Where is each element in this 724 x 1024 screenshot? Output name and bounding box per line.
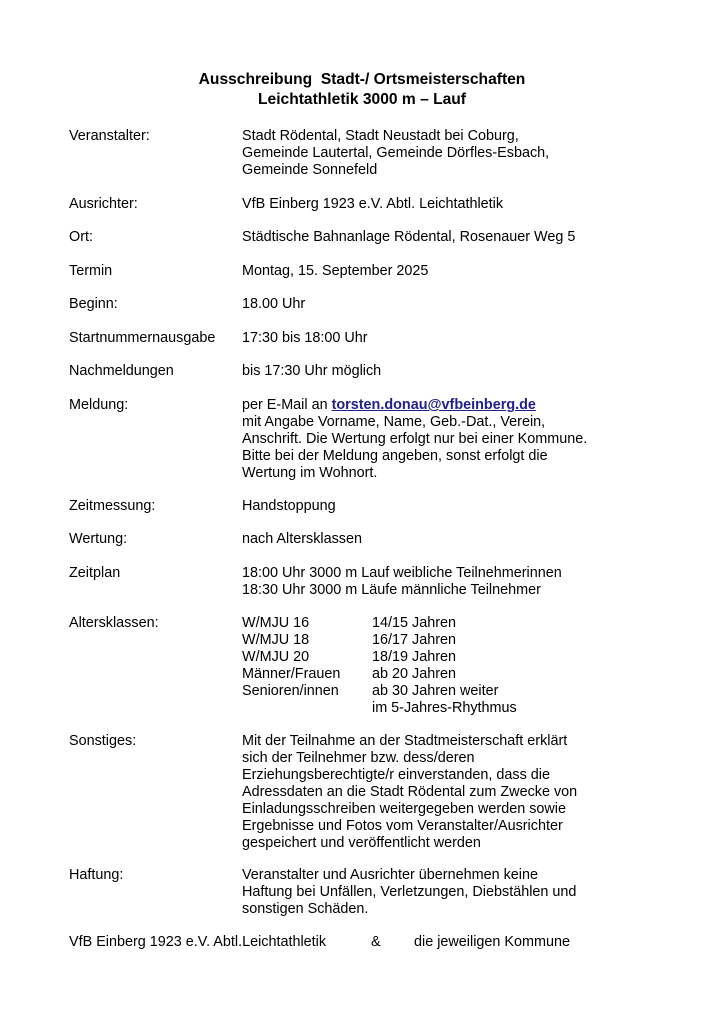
value-ort: Städtische Bahnanlage Rödental, Rosenauer Weg 5 [242, 229, 576, 245]
altersklasse-class: W/MJU 16 [242, 615, 310, 631]
value-startnummernausgabe: 17:30 bis 18:00 Uhr [242, 330, 368, 346]
label-beginn: Beginn: [69, 296, 118, 312]
document-title [0, 70, 724, 110]
email-link[interactable]: torsten.donau@vfbeinberg.de [331, 397, 536, 413]
sonstiges-line: sich der Teilnehmer bzw. dess/deren [242, 750, 475, 766]
label-nachmeldungen: Nachmeldungen [69, 363, 174, 379]
altersklasse-row [242, 700, 712, 717]
meldung-line: Bitte bei der Meldung angeben, sonst erfolgt die [242, 448, 548, 464]
sonstiges-line: Adressdaten an die Stadt Rödental zum Zwecke von [242, 784, 578, 800]
label-termin: Termin [69, 263, 113, 279]
label-ort: Ort: [69, 229, 93, 245]
zeitplan-line: 18:30 Uhr 3000 m Läufe männliche Teilnehmer [242, 582, 541, 598]
altersklasse-row [242, 666, 712, 683]
label-altersklassen: Altersklassen: [69, 615, 159, 631]
altersklasse-row [242, 615, 712, 632]
value-haftung [242, 867, 712, 918]
zeitplan-line: 18:00 Uhr 3000 m Lauf weibliche Teilnehmerinnen [242, 565, 562, 581]
altersklasse-class: W/MJU 20 [242, 649, 310, 665]
footer-ampersand: & [371, 934, 381, 950]
footer-organizer: VfB Einberg 1923 e.V. Abtl.Leichtathletik [69, 934, 327, 950]
sonstiges-line: Mit der Teilnahme an der Stadtmeisterschaft erklärt [242, 733, 568, 749]
value-zeitplan [242, 565, 712, 599]
altersklasse-row [242, 649, 712, 666]
altersklasse-class: Männer/Frauen [242, 666, 341, 682]
haftung-line: Veranstalter und Ausrichter übernehmen keine [242, 867, 538, 883]
altersklasse-class: W/MJU 18 [242, 632, 310, 648]
meldung-line: Anschrift. Die Wertung erfolgt nur bei einer Kommune. [242, 431, 588, 447]
label-zeitmessung: Zeitmessung: [69, 498, 156, 514]
meldung-email-line [242, 397, 712, 414]
value-beginn: 18.00 Uhr [242, 296, 306, 312]
altersklasse-age: 16/17 Jahren [372, 632, 457, 648]
title-line-2: Leichtathletik 3000 m – Lauf [258, 91, 466, 108]
altersklasse-class: Senioren/innen [242, 683, 339, 699]
meldung-line: Wertung im Wohnort. [242, 465, 378, 481]
label-zeitplan: Zeitplan [69, 565, 121, 581]
value-termin: Montag, 15. September 2025 [242, 263, 429, 279]
value-nachmeldungen: bis 17:30 Uhr möglich [242, 363, 382, 379]
haftung-line: sonstigen Schäden. [242, 901, 369, 917]
sonstiges-line: Einladungsschreiben weitergegeben werden sowie [242, 801, 567, 817]
veranstalter-line: Gemeinde Sonnefeld [242, 162, 378, 178]
label-startnummernausgabe: Startnummernausgabe [69, 330, 216, 346]
veranstalter-line: Gemeinde Lautertal, Gemeinde Dörfles-Esbach, [242, 145, 550, 161]
meldung-line: mit Angabe Vorname, Name, Geb.-Dat., Verein, [242, 414, 546, 430]
label-ausrichter: Ausrichter: [69, 196, 138, 212]
altersklasse-row [242, 632, 712, 649]
altersklasse-age: ab 20 Jahren [372, 666, 457, 682]
altersklassen-table [242, 615, 712, 717]
sonstiges-line: Erziehungsberechtigte/r einverstanden, dass die [242, 767, 550, 783]
value-zeitmessung: Handstoppung [242, 498, 336, 514]
label-veranstalter: Veranstalter: [69, 128, 150, 144]
label-wertung: Wertung: [69, 531, 128, 547]
altersklasse-age: 14/15 Jahren [372, 615, 457, 631]
meldung-prefix: per E-Mail an [242, 397, 332, 413]
altersklasse-age: im 5-Jahres-Rhythmus [372, 700, 517, 716]
sonstiges-line: gespeichert und veröffentlicht werden [242, 835, 481, 851]
value-sonstiges [242, 733, 712, 852]
label-haftung: Haftung: [69, 867, 124, 883]
value-wertung: nach Altersklassen [242, 531, 362, 547]
veranstalter-line: Stadt Rödental, Stadt Neustadt bei Coburg, [242, 128, 519, 144]
value-meldung [242, 397, 712, 482]
altersklasse-age: ab 30 Jahren weiter [372, 683, 499, 699]
title-line-1: Ausschreibung Stadt-/ Ortsmeisterschaften [198, 71, 526, 88]
footer-municipality: die jeweiligen Kommune [414, 934, 570, 950]
altersklasse-row [242, 683, 712, 700]
label-sonstiges: Sonstiges: [69, 733, 137, 749]
value-ausrichter: VfB Einberg 1923 e.V. Abtl. Leichtathletik [242, 196, 504, 212]
label-meldung: Meldung: [69, 397, 129, 413]
altersklasse-age: 18/19 Jahren [372, 649, 457, 665]
value-veranstalter [242, 128, 712, 179]
haftung-line: Haftung bei Unfällen, Verletzungen, Diebstählen und [242, 884, 577, 900]
sonstiges-line: Ergebnisse und Fotos vom Veranstalter/Ausrichter [242, 818, 563, 834]
